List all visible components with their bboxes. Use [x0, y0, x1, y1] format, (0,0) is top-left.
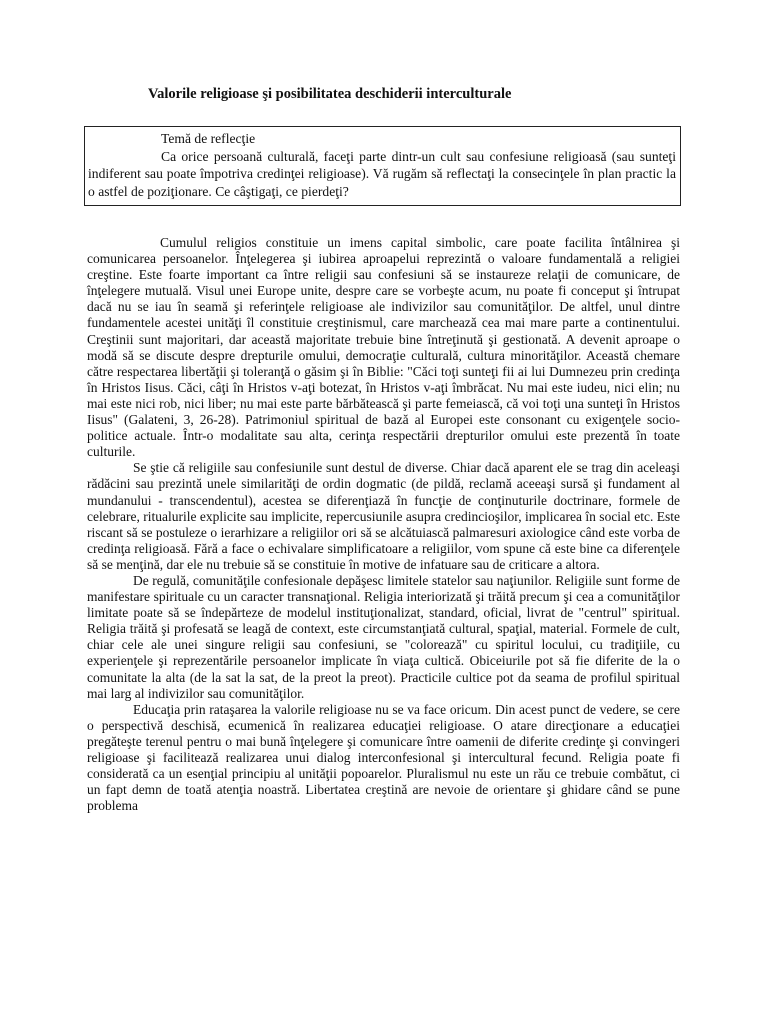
reflection-box — [84, 126, 681, 206]
paragraph: Cumulul religios constituie un imens capital simbolic, care poate facilita întâlnirea şi comunicarea persoanelor. Înţelegerea şi iubirea aproapelui reprezintă o valoare fundamentală a religiei creştine. Este foarte important ca între religii sau confesiuni să se instaureze relaţii de comunicare, de înţelegere mutuală. Visul unei Europe unite, despre care se vorbeşte acum, nu poate fi conceput şi întrupat dacă nu se iau în seamă şi referinţele religioase ale indivizilor sau comunităţilor. De altfel, unul dintre fundamentele acestei unităţi îl constituie creştinismul, care marchează cea mai mare parte a continentului. Creştinii sunt majoritari, dar această majoritate trebuie bine întreţinută şi gestionată. A devenit aproape o modă să se discute despre drepturile omului, democraţie culturală, cultura minorităţilor. Această chemare către respectarea libertăţii şi toleranţă o găsim şi în Biblie: "Căci toţi sunteţi fii ai lui Dumnezeu prin credinţa în Hristos Iisus. Căci, câţi în Hristos v-aţi botezat, în Hristos v-aţi îmbrăcat. Nu mai este iudeu, nici elin; nu mai este nici rob, nici liber; nu mai este parte bărbătească şi parte femeiască, că voi toţi una sunteţi în Hristos Iisus" (Galateni, 3, 26-28). Patrimoniul spiritual de bază al Europei este consonant cu exigenţele socio-politice actuale. Într-o modalitate sau alta, cerinţa respectării drepturilor omului este prezentă în toate culturile. — [87, 235, 680, 460]
reflection-text: Ca orice persoană culturală, faceţi parte dintr-un cult sau confesiune religioasă (sau sunteţi indiferent sau poate împotriva credinţei religioase). Vă rugăm să reflectaţi la consecinţele în plan practic la o astfel de poziţionare. Ce câştigaţi, ce pierdeţi? — [88, 148, 676, 199]
paragraph: Educaţia prin rataşarea la valorile religioase nu se va face oricum. Din acest punct de vedere, se cere o perspectivă deschisă, ecumenică în realizarea educaţiei religioase. O atare direcţionare a educaţiei pregăteşte terenul pentru o mai bună înţelegere şi comunicare între oamenii de diferite credinţe şi convingeri religioase şi facilitează realizarea unui dialog interconfesional şi intercultural fecund. Religia poate fi considerată ca un esenţial principiu al unităţii popoarelor. Pluralismul nu este un rău ce trebuie combătut, ci un fapt demn de toată atenţia noastră. Libertatea creştină are nevoie de orientare şi ghidare când se pune problema — [87, 701, 680, 814]
body-text — [87, 235, 680, 814]
paragraph: De regulă, comunităţile confesionale depăşesc limitele statelor sau naţiunilor. Religiile sunt forme de manifestare spirituale cu un caracter transnaţional. Religia interiorizată şi trăită precum şi cea a comunităţilor limitate poate să se îndepărteze de modelul instituţionalizat, standard, oficial, livrat de "centrul" spiritual. Religia trăită şi profesată se leagă de context, este circumstanţiată cultural, spaţial, material. Formele de cult, chiar cele ale unei singure religii sau confesiuni, se "colorează" cu spiritul locului, cu tradiţiile, cu experienţele şi reprezentările persoanelor implicate în viaţa cultică. Obiceiurile pot să fie diferite de la o comunitate la alta (de la sat la sat, de la preot la preot). Practicile cultice pot da seama de profilul spiritual mai larg al indivizilor sau comunităţilor. — [87, 572, 680, 701]
paragraph: Se ştie că religiile sau confesiunile sunt destul de diverse. Chiar dacă aparent ele se trag din aceleaşi rădăcini sau prezintă unele similarităţi de ordin dogmatic (de pildă, reclamă aceeaşi sursă şi fundament al mundanului - transcendentul), acestea se diferenţiază în funcţie de conţinuturile doctrinare, formele de celebrare, ritualurile explicite sau implicite, repercusiunile asupra credincioşilor, implicarea în social etc. Este riscant să se postuleze o ierarhizare a religiilor ori să se alcătuiască palmaresuri axiologice când este vorba de credinţa religioasă. Fără a face o echivalare simplificatoare a religiilor, vom spune că este bine ca diferenţele să se menţină, dar ele nu trebuie să se constituie în motive de infatuare sau de criticare a altora. — [87, 460, 680, 572]
page-title: Valorile religioase şi posibilitatea deschiderii interculturale — [148, 86, 512, 102]
reflection-heading: Temă de reflecţie — [161, 131, 256, 146]
